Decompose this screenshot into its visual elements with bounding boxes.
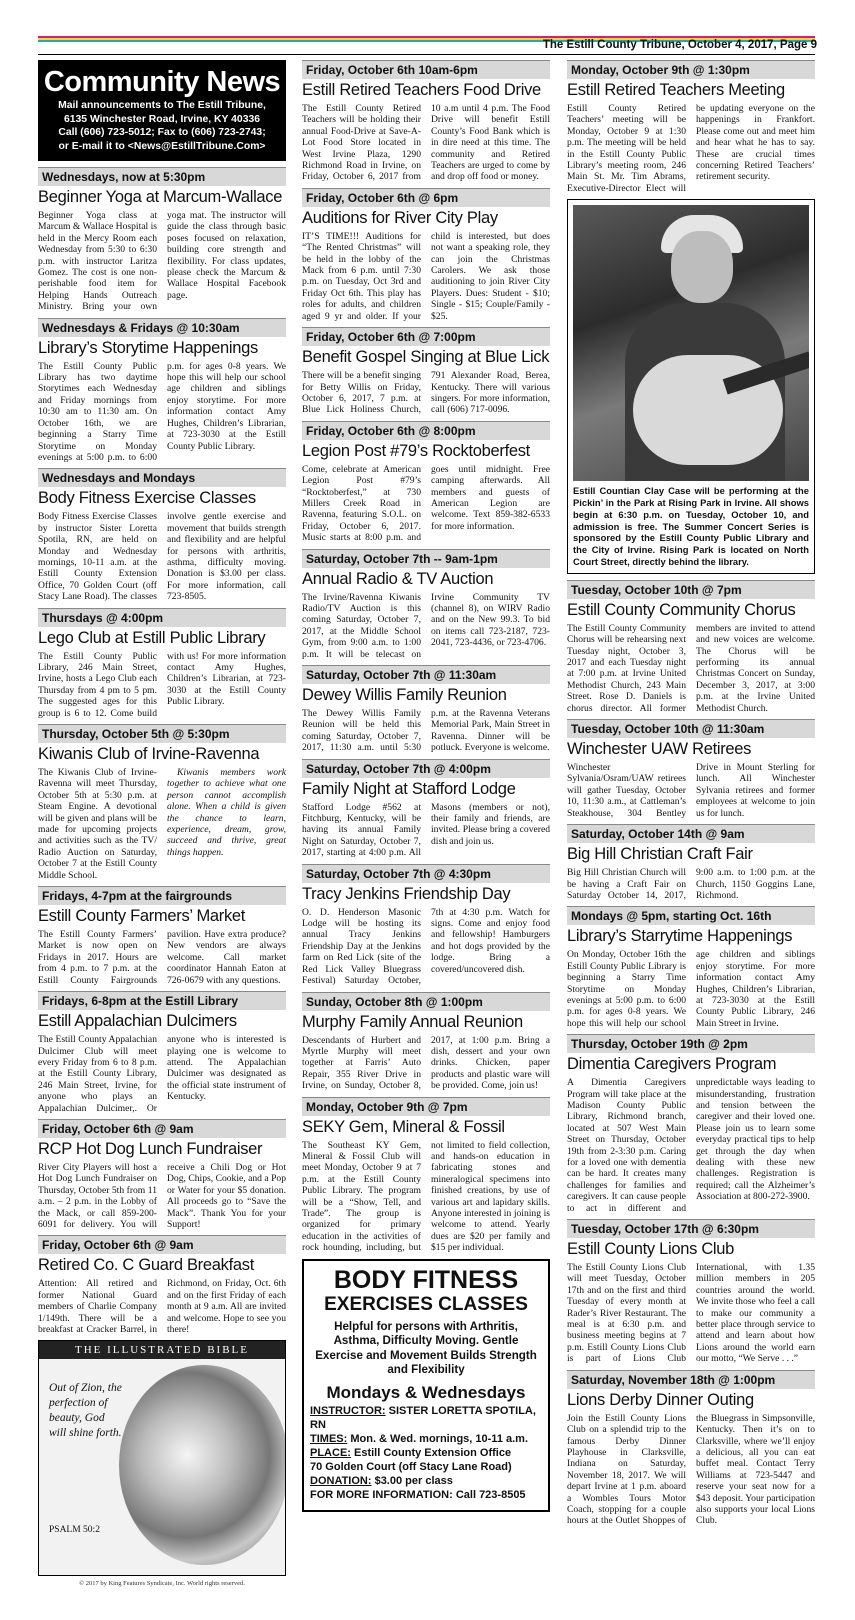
bible-verse: Out of Zion, the perfection of beauty, God will shine forth.	[49, 1382, 122, 1440]
event-title: Benefit Gospel Singing at Blue Lick	[302, 348, 550, 367]
event-title: Winchester UAW Retirees	[567, 740, 752, 759]
event-title: Library’s Storytime Happenings	[38, 338, 258, 357]
event-item	[302, 992, 550, 1092]
event-item	[567, 1219, 815, 1365]
event-date: Saturday, October 7th @ 11:30am	[302, 665, 550, 684]
col2-events	[302, 60, 550, 1254]
event-item	[302, 759, 550, 859]
event-body	[302, 802, 550, 859]
event-italic-text: Kiwanis members work together to achieve what one person cannot accomplish alone. When a child is given the chance to learn, experience, dream, grow, succeed and thrive, great things happen.	[167, 767, 286, 858]
event-title: Kiwanis Club of Irvine-Ravenna	[38, 745, 260, 763]
column-3	[567, 60, 815, 1532]
event-item	[302, 188, 550, 322]
bible-ref: PSALM 50:2	[49, 1525, 100, 1536]
event-item	[302, 60, 550, 183]
event-body	[38, 929, 286, 986]
event-title: Estill County Farmers’ Market	[38, 907, 246, 926]
event-date: Friday, October 6th @ 7:00pm	[302, 327, 550, 346]
guitarist-photo	[573, 205, 809, 481]
event-date: Saturday, October 7th @ 4:00pm	[302, 759, 550, 778]
col1-events	[38, 167, 286, 1335]
event-body	[567, 623, 815, 714]
event-item	[302, 421, 550, 544]
event-text: The Estill County Public Library, 246 Main Street, Irvine, hosts a Lego Club each Thursday from 4 pm to 5 pm. The suggested ages for this group is 6 to 12. Come build with us! For more information contact Amy Hughes, Children’s Librarian, at 723-3030 at the Estill County Public Library.	[38, 650, 286, 719]
event-item	[38, 991, 286, 1114]
event-body	[38, 1034, 286, 1114]
ad-place: Estill County Extension Office	[350, 1446, 512, 1459]
ad-subtitle: EXERCISES CLASSES	[324, 1293, 528, 1315]
event-body	[302, 370, 550, 416]
ad-times-label: TIMES:	[310, 1432, 348, 1445]
event-date: Tuesday, October 10th @ 11:30am	[567, 719, 815, 738]
event-date: Friday, October 6th @ 6pm	[302, 188, 550, 207]
event-date: Fridays, 6-8pm at the Estill Library	[38, 991, 286, 1010]
event-item	[567, 580, 815, 714]
event-title: Estill Retired Teachers Meeting	[567, 81, 785, 99]
event-date: Wednesdays, now at 5:30pm	[38, 167, 286, 186]
event-body	[567, 867, 815, 901]
masthead-line: Mail announcements to The Estill Tribune,	[58, 100, 266, 111]
event-body	[38, 1162, 286, 1230]
event-item	[38, 318, 286, 464]
event-item	[38, 724, 286, 881]
col3b-events	[567, 580, 815, 1527]
nautilus-shell-icon	[119, 1365, 286, 1565]
ad-more-info: FOR MORE INFORMATION: Call 723-8505	[310, 1488, 526, 1501]
event-item	[38, 167, 286, 313]
event-date: Wednesdays and Mondays	[38, 468, 286, 487]
event-item	[38, 1119, 286, 1230]
photo-caption: Estill Countian Clay Case will be performing at the Pickin’ in the Park at Rising Park in Irvine. All shows begin at 6:30 p.m. on Tuesday, October 10, and admission is free. The Summer Concert Series is sponsored by the Estill County Public Library and the City of Irvine. Rising Park is located on North Court Street, directly behind the library.	[573, 485, 809, 568]
event-body	[38, 1278, 286, 1335]
event-item	[567, 1370, 815, 1527]
event-text: Beginner Yoga class at Marcum & Wallace Hospital is held in the Mercy Room each Wednesday from 5:30 to 6:30 p.m. with instructor Laritza Gomez. The cost is one non-perishable food item for Helping Hands Outreach Ministry. Bring your own yoga mat. The instructor will guide the class through basic poses focused on relaxation, building core strength and flexibility. For class updates, please check the Marcum & Wallace Hospital Facebook page.	[38, 210, 286, 313]
event-body	[38, 767, 286, 881]
event-date: Saturday, October 7th -- 9am-1pm	[302, 549, 550, 568]
event-text: Estill County Retired Teachers’ meeting will be Monday, October 9 at 1:30 p.m. The meeting will be held in the Estill County Public Library’s meeting room, 246 Main St. Mr. Tim Abrams, Executive-Director Elect will be updating everyone on the happenings in Frankfort. Please come out and meet him and hear what he has to say. These are crucial times concerning Retired Teachers’ retirement security.	[567, 103, 815, 194]
event-date: Friday, October 6th @ 9am	[38, 1235, 286, 1254]
masthead-line: 6135 Winchester Road, Irvine, KY 40336	[63, 113, 261, 125]
col3a-events	[567, 60, 815, 194]
bible-bar: THE ILLUSTRATED BIBLE	[39, 1341, 285, 1359]
event-date: Monday, October 9th @ 7pm	[302, 1097, 550, 1116]
event-title: Legion Post #79’s Rocktoberfest	[302, 441, 530, 460]
event-date: Tuesday, October 17th @ 6:30pm	[567, 1219, 815, 1238]
event-item	[567, 60, 815, 194]
event-body	[302, 592, 550, 660]
event-title: Lego Club at Estill Public Library	[38, 628, 266, 647]
event-title: Estill County Community Chorus	[567, 600, 796, 619]
event-date: Tuesday, October 10th @ 7pm	[567, 580, 815, 599]
event-title: Lions Derby Dinner Outing	[567, 1390, 754, 1409]
masthead-line: Call (606) 723-5012; Fax to (606) 723-2743;	[58, 127, 266, 138]
event-item	[302, 665, 550, 754]
event-text: IT’S TIME!!! Auditions for “The Rented Christmas” will be held in the lobby of the Mack from 6 p.m. until 7:30 p.m. on Tuesday, Oct 3rd and Friday Oct 6th. This play has roles for adults, and children aged 9 yr and older. If your child is interested, but does not want a speaking role, they can join the Christmas Carolers. We ask those auditioning to join River City Players. Dues: Student - $10; Single - $15; Couple/Family - $25.	[302, 230, 550, 322]
event-title: Tracy Jenkins Friendship Day	[302, 884, 511, 903]
event-body	[567, 1077, 815, 1214]
event-date: Fridays, 4-7pm at the fairgrounds	[38, 886, 286, 905]
event-date: Sunday, October 8th @ 1:00pm	[302, 992, 550, 1011]
event-date: Friday, October 6th 10am-6pm	[302, 60, 550, 79]
event-text: The Estill County Farmers’ Market is now open on Fridays in 2017. Hours are from 4 p.m. to 7 p.m. at the Estill County Fairgrounds pavilion. Have extra produce? New vendors are always welcome. Call market coordinator Hannah Eaton at 726-0679 with any questions.	[38, 929, 286, 986]
event-date: Thursday, October 19th @ 2pm	[567, 1034, 815, 1053]
event-body	[302, 1140, 550, 1254]
event-date: Friday, October 6th @ 8:00pm	[302, 421, 550, 440]
event-text: Body Fitness Exercise Classes by instructor Sister Loretta Spotila, RN, are held on Monday and Wednesday mornings, 10-11 a.m. at the Estill County Extension Office, 70 Golden Court (off Stacy Lane Road). The classes involve gentle exercise and movement that builds strength and flexibility and are helpful for persons with arthritis, asthma, difficulty moving. Donation is $3.00 per class. For more information, call 723-8505.	[38, 511, 286, 603]
event-title: Retired Co. C Guard Breakfast	[38, 1256, 254, 1275]
event-text: The Southeast KY Gem, Mineral & Fossil Club will meet Monday, October 9 at 7 p.m. at the Estill County Public Library. The program will be a “Show, Tell, and Trade”. The group is organized for primary education in the activities of rock hounding, including, but not limited to field collection, and hands-on education in fabricating stones and mineralogical specimens into finished creations, by use of various art and lapidary skills. Anyone interested in joining is welcome to attend. Yearly dues are $20 per family and $15 per individual.	[302, 1139, 550, 1254]
event-date: Thursdays @ 4:00pm	[38, 608, 286, 627]
event-body	[38, 361, 286, 464]
header-rule	[38, 54, 815, 55]
event-title: Annual Radio & TV Auction	[302, 569, 494, 588]
ad-donation: $3.00 per class	[371, 1474, 453, 1487]
event-text: The Estill County Public Library has two daytime Storytimes each Wednesday and Friday mornings from 10:30 am to 11:30 am. On October 16th, we are beginning a Starry Time Storytime on Monday evenings at 5:00 p.m. to 6:00 p.m. for ages 0-8 years. We hope this will help our school age children and siblings enjoy storytime. For more information contact Amy Hughes, Children’s Librarian, at 723-3030 at the Estill County Public Library.	[38, 360, 286, 463]
event-text: Stafford Lodge #562 at Fitchburg, Kentucky, will be having its annual Family Night on Saturday, October 7, 2017, starting at 4:00 p.m. All Masons (members or not), their family and friends, are invited. Please bring a covered dish and join us.	[302, 801, 550, 859]
event-title: Estill Retired Teachers Food Drive	[302, 81, 541, 99]
event-date: Monday, October 9th @ 1:30pm	[567, 60, 815, 79]
event-body	[567, 949, 815, 1029]
event-date: Saturday, October 14th @ 9am	[567, 824, 815, 843]
event-text: There will be a benefit singing for Betty Willis on Friday, October 6, 2017, 7 p.m. at Blue Lick Holiness Church, 791 Alexander Road, Berea, Kentucky. There will various singers. For more information, call (606) 717-0096.	[302, 370, 550, 416]
event-date: Mondays @ 5pm, starting Oct. 16th	[567, 906, 815, 925]
column-1	[38, 60, 286, 1588]
event-title: Dimentia Caregivers Program	[567, 1055, 777, 1074]
event-body	[567, 1262, 815, 1365]
event-body	[302, 708, 550, 754]
event-item	[38, 608, 286, 719]
ad-days: Mondays & Wednesdays	[326, 1382, 526, 1402]
masthead-line: or E-mail it to <News@EstillTribune.Com>	[58, 140, 266, 152]
event-text: River City Players will host a Hot Dog Lunch Fundraiser on Thursday, October 5th from 11 a.m. – 2 p.m. in the Lobby of the Mack, or call 859-200-6091 for delivery. You will receive a Chili Dog or Hot Dog, Chips, Cookie, and a Pop or Water for your $5 donation. All proceeds go to “Save the Mack”. Thank You for your Support!	[38, 1161, 286, 1230]
event-text: The Irvine/Ravenna Kiwanis Radio/TV Auction is this coming Saturday, October 7, 2017, at the Middle School Gym, from 9:00 a.m. to 1:00 p.m. It will be telecast on Irvine Community TV (channel 8), on WIRV Radio and on the New 99.3. To bid on items call 723-2187, 723-2041, 723-4436, or 723-4706.	[302, 591, 550, 660]
ad-place-label: PLACE:	[310, 1446, 351, 1459]
event-body	[567, 762, 815, 819]
photo-box	[567, 199, 815, 574]
ad-times: Mon. & Wed. mornings, 10-11 a.m.	[347, 1432, 529, 1445]
event-item	[302, 549, 550, 660]
page-header: The Estill County Tribune, October 4, 2017, Page 9	[542, 39, 817, 51]
bible-copyright: © 2017 by King Features Syndicate, Inc. World rights reserved.	[79, 1580, 245, 1588]
event-body	[302, 231, 550, 322]
event-text: A Dimentia Caregivers Program will take place at the Madison County Public Library, Richmond branch, located at 507 West Main Street on Thursday, October 19th from 2-3:30 p.m. Caring for a loved one with dementia can be hard. It creates many challenges for families and caregivers. It can cause people to act in different and unpredictable ways leading to misunderstanding, frustration and tension between the caregiver and their loved one. Please join us to learn some everyday practical tips to help get through the day when dealing with these new challenges. Registration is required; call the Alzheimer’s Association at 800-272-3900.	[567, 1077, 815, 1214]
event-title: Big Hill Christian Craft Fair	[567, 845, 753, 864]
event-body	[38, 651, 286, 719]
masthead-title: Community News	[43, 66, 281, 98]
event-title: Beginner Yoga at Marcum-Wallace	[38, 188, 283, 206]
event-text: Attention: All retired and former National Guard members of Charlie Company 1/149th. There will be a breakfast at Cracker Barrel, in Richmond, on Friday, Oct. 6th and on the first Friday of each month at 9 a.m. All are invited and welcome. Hope to see you there!	[38, 1278, 286, 1335]
event-date: Saturday, November 18th @ 1:00pm	[567, 1370, 815, 1389]
event-body	[302, 1035, 550, 1092]
body-fitness-ad	[302, 1259, 550, 1512]
ad-donation-label: DONATION:	[310, 1474, 372, 1487]
event-body	[38, 511, 286, 602]
event-item	[302, 864, 550, 987]
event-item	[38, 468, 286, 602]
event-text: Join the Estill County Lions Club on a splendid trip to the famous Derby Dinner Playhouse in Clarksville, Indiana on Saturday, November 18, 2017. We will depart Irvine at 1 p.m. aboard a Wombles Tours Motor Coach, stopping for a couple hours at the Outlet Shoppes of the Bluegrass in Simpsonville, Kentucky. Then it’s on to Clarksville, where we’ll enjoy a delicious, all you can eat buffet meal. Contact Terry Williams at 723-5447 and reserve your seat now for a $43 deposit. Your participation also supports your local Lions Club.	[567, 1412, 815, 1527]
event-title: RCP Hot Dog Lunch Fundraiser	[38, 1139, 263, 1158]
event-item	[567, 719, 815, 819]
event-body	[567, 1413, 815, 1527]
event-title: Dewey Willis Family Reunion	[302, 686, 507, 704]
event-title: Library’s Starrytime Happenings	[567, 927, 793, 946]
event-item	[567, 824, 815, 901]
event-text: The Estill County Lions Club will meet Tuesday, October 17th and on the first and third Tuesday of every month at Rader’s River Restaurant. The meal is at 6:30 p.m. and business meeting begins at 7 p.m. Estill County Lions Club is part of Lions Club International, with 1.35 million members in 205 countries around the world. We invite those who feel a call to make our community a better place through service to attend and learn about how Lions around the world earn our motto, “We Serve . . .”	[567, 1262, 815, 1365]
event-body	[302, 103, 550, 183]
event-item	[567, 1034, 815, 1214]
ad-place2: 70 Golden Court (off Stacy Lane Road)	[310, 1460, 512, 1473]
ad-info	[310, 1404, 542, 1502]
event-title: Body Fitness Exercise Classes	[38, 489, 256, 508]
event-text: Descendants of Hurbert and Myrtle Murphy will meet together at Farris’ Auto Repair, 355 River Drive in Irvine, on Sunday, October 8, 2017, at 1:00 p.m. Bring a dish, dessert and your own drinks. Chicken, paper products and plastic ware will be provided. Come, join us!	[302, 1034, 550, 1092]
event-title: Estill County Lions Club	[567, 1240, 735, 1259]
masthead	[38, 60, 286, 161]
event-date: Thursday, October 5th @ 5:30pm	[38, 724, 286, 743]
event-title: Auditions for River City Play	[302, 208, 498, 227]
event-item	[38, 886, 286, 986]
event-body	[302, 907, 550, 987]
event-date: Saturday, October 7th @ 4:30pm	[302, 864, 550, 883]
ad-description: Helpful for persons with Arthritis, Asthma, Difficulty Moving. Gentle Exercise and Movement Builds Strength and Flexibility	[315, 1319, 537, 1377]
event-item	[302, 327, 550, 416]
event-text: The Kiwanis Club of Irvine-Ravenna will meet Thursday, October 5th at 5:30 p.m. at Steam Engine. A devotional will be given and plans will be made for upcoming projects and activities such as the TV/ Radio Auction on Saturday, October 7 at the Estill County Middle School.	[38, 767, 157, 881]
column-2	[302, 60, 550, 1512]
event-text: The Estill County Appalachian Dulcimer Club will meet every Friday from 6 to 8 p.m. at the Estill County Library, 246 Main Street, Irvine, for anyone who plays an Appalachian Dulcimer,. Or anyone who is interested is playing one is welcome to attend. The Appalachian Dulcimer was designated as the official state instrument of Kentucky.	[38, 1034, 286, 1114]
event-item	[302, 1097, 550, 1254]
event-text: O. D. Henderson Masonic Lodge will be hosting its annual Tracy Jenkins Friendship Day at the Jenkins farm on Red Lick (site of the Red Lick Valley Bluegrass Festival) Saturday October, 7th at 4:30 p.m. Watch for signs. Come and enjoy food and fellowship! Hamburgers and hot dogs provided by the lodge. Bring a covered/uncovered dish.	[302, 906, 550, 987]
event-title: Family Night at Stafford Lodge	[302, 779, 516, 798]
event-title: Estill Appalachian Dulcimers	[38, 1012, 237, 1031]
ad-title: BODY FITNESS	[333, 1265, 519, 1294]
event-date: Wednesdays & Fridays @ 10:30am	[38, 318, 286, 337]
event-item	[567, 906, 815, 1029]
event-body	[38, 210, 286, 313]
event-text: The Dewey Willis Family Reunion will be held this coming Saturday, October 7, 2017, 11:30 a.m. until 5:30 p.m. at the Ravenna Veterans Memorial Park, Main Street in Ravenna. Dinner will be potluck. Everyone is welcome.	[302, 708, 550, 754]
event-text: The Estill County Community Chorus will be rehearsing next Tuesday night, October 3, 2017 and each Tuesday night at 7:00 p.m. at Irvine United Methodist Church, 243 Main Street. Rose D. Daniels is chorus director. All former members are invited to attend and new voices are welcome. The Chorus will be performing its annual Christmas Concert on Sunday, December 3, 2017, at 3:00 p.m. at the Irvine United Methodist Church.	[567, 622, 815, 714]
event-item	[38, 1235, 286, 1335]
ad-instructor: SISTER LORETTA SPOTILA, RN	[310, 1404, 536, 1431]
event-text: On Monday, October 16th the Estill County Public Library is beginning a Starry Time Storytime on Monday evenings at 5:00 p.m. to 6:00 p.m. for ages 0-8 years. We hope this will help our school age children and siblings enjoy storytime. For more information contact Amy Hughes, Children’s Librarian, at 723-3030 at the Estill County Public Library, 246 Main Street in Irvine.	[567, 949, 815, 1029]
event-text: Come, celebrate at American Legion Post #79’s “Rocktoberfest,” at 730 Millers Creek Road in Ravenna, featuring S.O.L. on Friday, October 6, 2017. Music starts at 8:00 p.m. and goes until midnight. Free camping afterwards. All members and guests of American Legion are welcome. Text 859-382-6533 for more information.	[302, 463, 550, 544]
event-text: The Estill County Retired Teachers will be holding their annual Food-Drive at Save-A-Lot Food Store located in West Irvine Plaza, 1290 Richmond Road in Irvine, on Friday, October 6, 2017 from 10 a.m until 4 p.m. The Food Drive will benefit Estill County’s Food Bank which is in dire need at this time. The community and Retired Teachers are urged to come by and drop off food or money.	[302, 103, 550, 183]
event-title: Murphy Family Annual Reunion	[302, 1012, 523, 1031]
ad-instructor-label: INSTRUCTOR:	[310, 1404, 386, 1417]
illustrated-bible	[38, 1340, 286, 1576]
event-date: Friday, October 6th @ 9am	[38, 1119, 286, 1138]
event-text: Winchester Sylvania/Osram/UAW retirees will gather Tuesday, October 10, 11:30 a.m., at Cattleman’s Steakhouse, 304 Bentley Drive in Mount Sterling for lunch. All Winchester Sylvania retirees and former employees at welcome to join us for lunch.	[567, 762, 815, 819]
event-title: SEKY Gem, Mineral & Fossil	[302, 1117, 505, 1136]
event-text: Big Hill Christian Church will be having a Craft Fair on Saturday October 14, 2017, 9:00 a.m. to 1:00 p.m. at the Church, 1150 Goggins Lane, Richmond.	[567, 867, 815, 901]
event-body	[302, 464, 550, 544]
event-body	[567, 103, 815, 194]
